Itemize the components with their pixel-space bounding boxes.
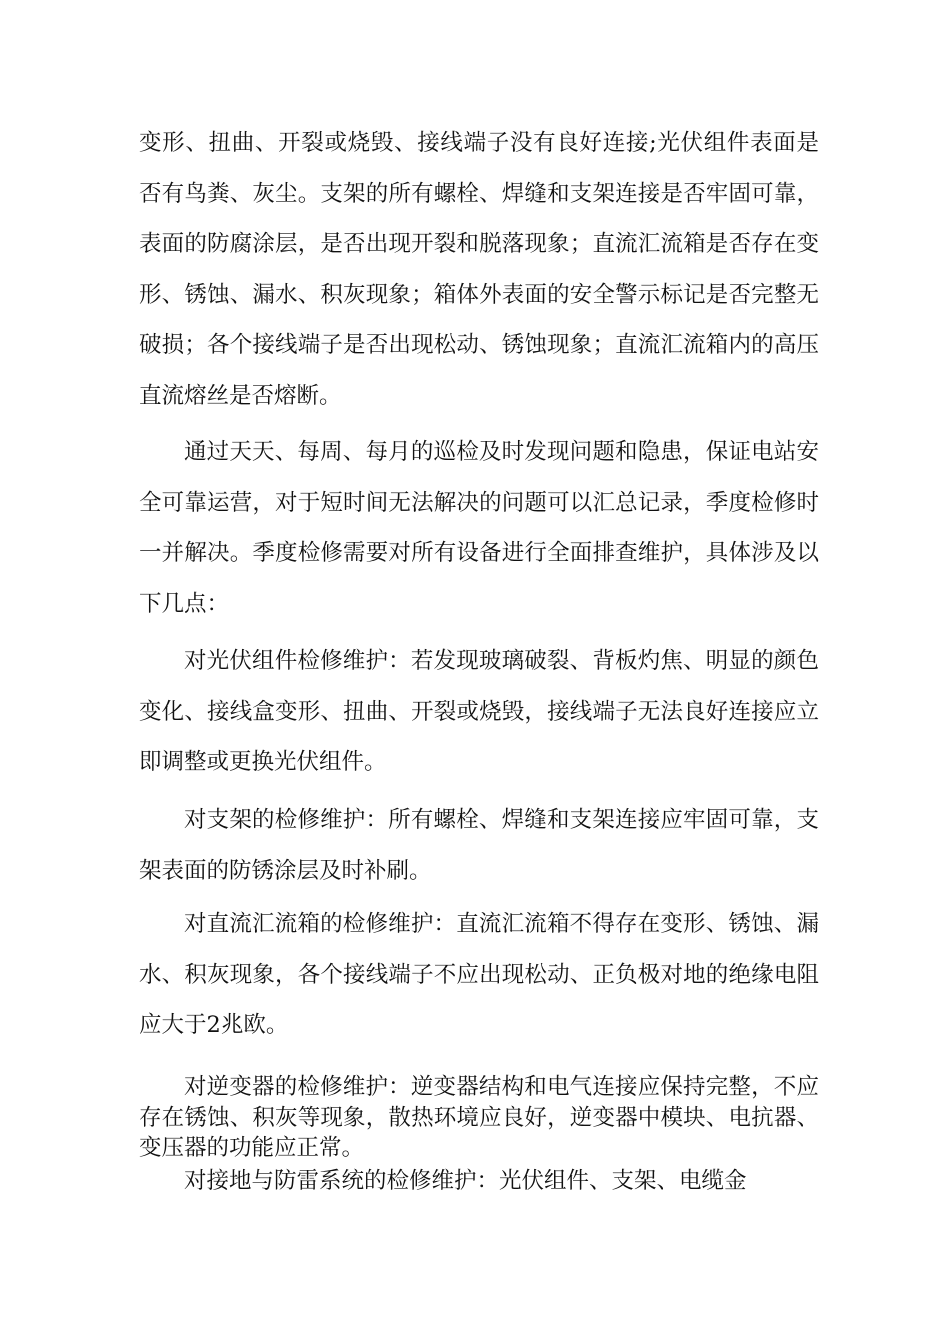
paragraph-combiner-box-maintenance: 对直流汇流箱的检修维护：直流汇流箱不得存在变形、锈蚀、漏水、积灰现象，各个接线端子不应出现松动、正负极对地的绝缘电阻应大于2兆欧。 [139, 911, 819, 1038]
paragraph-grounding-lightning-maintenance: 对接地与防雷系统的检修维护：光伏组件、支架、电缆金 [184, 1168, 747, 1194]
paragraph-inspection-items: 变形、扭曲、开裂或烧毁、接线端子没有良好连接;光伏组件表面是否有鸟粪、灰尘。支架的所有螺栓、焊缝和支架连接是否牢固可靠，表面的防腐涂层，是否出现开裂和脱落现象；直流汇流箱是否存在变形、锈蚀、漏水、积灰现象；箱体外表面的安全警示标记是否完整无破损；各个接线端子是否出现松动、锈蚀现象；直流汇流箱内的高压直流熔丝是否熔断。 [139, 130, 819, 409]
paragraph-bracket-maintenance: 对支架的检修维护：所有螺栓、焊缝和支架连接应牢固可靠，支架表面的防锈涂层及时补刷。 [139, 807, 819, 884]
paragraph-pv-module-maintenance: 对光伏组件检修维护：若发现玻璃破裂、背板灼焦、明显的颜色变化、接线盒变形、扭曲、开裂或烧毁，接线端子无法良好连接应立即调整或更换光伏组件。 [139, 648, 819, 775]
paragraph-inverter-maintenance: 对逆变器的检修维护：逆变器结构和电气连接应保持完整，不应存在锈蚀、积灰等现象，散热环境应良好，逆变器中模块、电抗器、变压器的功能应正常。 [139, 1074, 819, 1161]
paragraph-quarterly-maintenance: 通过天天、每周、每月的巡检及时发现问题和隐患，保证电站安全可靠运营，对于短时间无法解决的问题可以汇总记录，季度检修时一并解决。季度检修需要对所有设备进行全面排查维护，具体涉及以下几点： [139, 439, 819, 617]
